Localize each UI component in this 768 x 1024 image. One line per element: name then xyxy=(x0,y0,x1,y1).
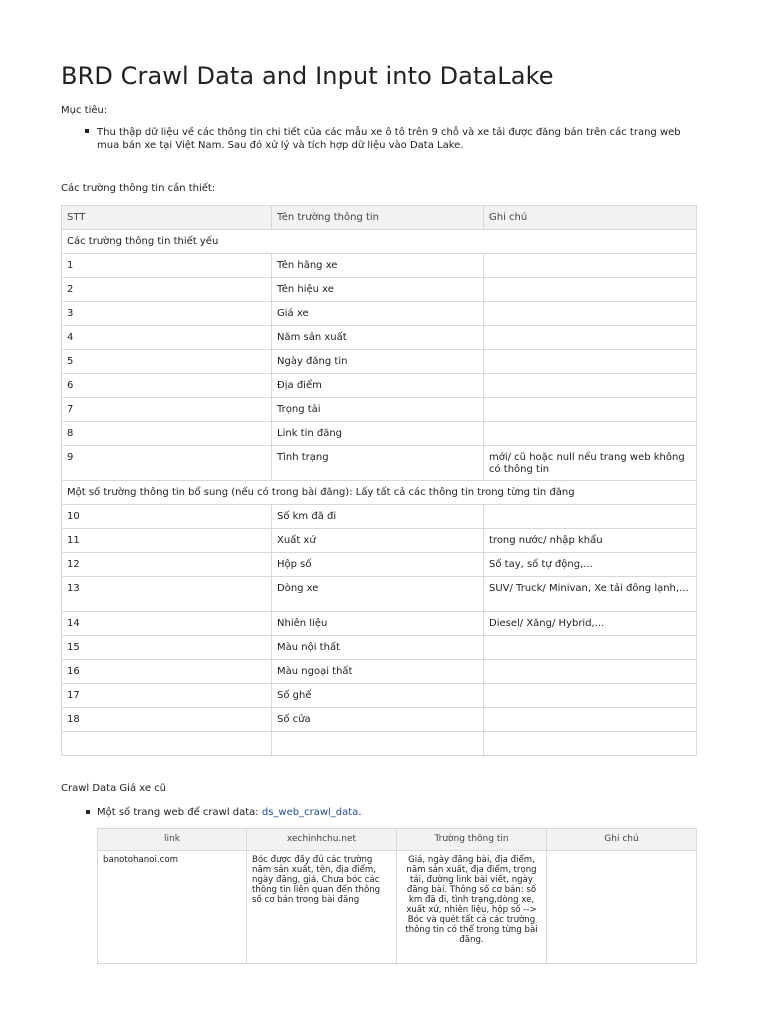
table-row xyxy=(62,553,697,577)
table-row xyxy=(62,660,697,684)
cell-stt: 5 xyxy=(62,350,272,374)
page-title: BRD Crawl Data and Input into DataLake xyxy=(61,62,554,90)
cell-stt: 12 xyxy=(62,553,272,577)
cell-field-name: Dòng xe xyxy=(272,577,484,612)
cell-note xyxy=(484,254,697,278)
cell-note xyxy=(547,851,697,964)
cell-fields: Giá, ngày đăng bài, địa điểm, năm sản xuất, địa điểm, trọng tải, đường link bài viết, ngày đăng bài. Thông số cơ bản: số km đã đi, tình trạng,dòng xe, xuất xứ, nhiên liệu, hộp số --> Bóc và quét tất cả các trường thông tin có thể trong từng bài đăng. xyxy=(397,851,547,964)
cell-note xyxy=(484,374,697,398)
crawl-label: Crawl Data Giá xe cũ xyxy=(61,783,167,794)
cell-note xyxy=(484,708,697,732)
cell-stt: 17 xyxy=(62,684,272,708)
table-row xyxy=(62,350,697,374)
crawl-sites-table xyxy=(97,828,697,964)
cell-stt: 4 xyxy=(62,326,272,350)
table-row xyxy=(62,326,697,350)
table-row xyxy=(98,851,697,964)
section-essential-label: Các trường thông tin thiết yếu xyxy=(62,230,697,254)
section-extra-label: Một số trường thông tin bổ sung (nếu có trong bài đăng): Lấy tất cả các thông tin trong từng tin đăng xyxy=(62,481,697,505)
cell-empty xyxy=(62,732,272,756)
table-header-row xyxy=(98,829,697,851)
table-row xyxy=(62,422,697,446)
objective-label: Mục tiêu: xyxy=(61,105,108,116)
cell-field-name: Địa điểm xyxy=(272,374,484,398)
table-row xyxy=(62,708,697,732)
header-fields: Trường thông tin xyxy=(397,829,547,851)
cell-note xyxy=(484,350,697,374)
cell-status: Bóc được đầy đủ các trường năm sản xuất, tên, địa điểm, ngày đăng, giá. Chưa bóc các thông tin liên quan đến thông số cơ bản trong bài đăng xyxy=(247,851,397,964)
table-row xyxy=(62,374,697,398)
cell-field-name: Link tin đăng xyxy=(272,422,484,446)
cell-note xyxy=(484,302,697,326)
objective-bullet: Thu thập dữ liệu về các thông tin chi tiết của các mẫu xe ô tô trên 9 chỗ và xe tải được đăng bán trên các trang web mua bán xe tại Việt Nam. Sau đó xử lý và tích hợp dữ liệu vào Data Lake. xyxy=(97,127,681,151)
cell-field-name: Tên hãng xe xyxy=(272,254,484,278)
cell-stt: 2 xyxy=(62,278,272,302)
cell-field-name: Nhiên liệu xyxy=(272,612,484,636)
table-row-empty xyxy=(62,732,697,756)
cell-note: mới/ cũ hoặc null nếu trang web không có thông tin xyxy=(484,446,697,481)
cell-note xyxy=(484,660,697,684)
table-row xyxy=(62,612,697,636)
crawl-bullet-suffix: . xyxy=(358,807,362,818)
cell-empty xyxy=(272,732,484,756)
cell-note xyxy=(484,398,697,422)
cell-stt: 16 xyxy=(62,660,272,684)
header-stt: STT xyxy=(62,206,272,230)
table-row xyxy=(62,636,697,660)
header-link: link xyxy=(98,829,247,851)
cell-stt: 7 xyxy=(62,398,272,422)
cell-field-name: Số km đã đi xyxy=(272,505,484,529)
cell-field-name: Ngày đăng tin xyxy=(272,350,484,374)
table-row xyxy=(62,577,697,612)
fields-table xyxy=(61,205,697,756)
cell-stt: 13 xyxy=(62,577,272,612)
table-header-row xyxy=(62,206,697,230)
cell-note xyxy=(484,326,697,350)
cell-field-name: Số ghế xyxy=(272,684,484,708)
cell-field-name: Tên hiệu xe xyxy=(272,278,484,302)
cell-note: SUV/ Truck/ Minivan, Xe tải đông lạnh,... xyxy=(484,577,697,612)
cell-note: Số tay, số tự động,... xyxy=(484,553,697,577)
cell-site-link[interactable]: banotohanoi.com xyxy=(98,851,247,964)
table-row xyxy=(62,505,697,529)
cell-stt: 10 xyxy=(62,505,272,529)
table-row xyxy=(62,684,697,708)
fields-label: Các trường thông tin cần thiết: xyxy=(61,183,216,194)
cell-field-name: Giá xe xyxy=(272,302,484,326)
cell-note xyxy=(484,422,697,446)
cell-note: trong nước/ nhập khẩu xyxy=(484,529,697,553)
section-row-extra xyxy=(62,481,697,505)
cell-stt: 18 xyxy=(62,708,272,732)
cell-note xyxy=(484,278,697,302)
cell-stt: 6 xyxy=(62,374,272,398)
header-site-link[interactable]: xechinhchu.net xyxy=(247,829,397,851)
cell-stt: 9 xyxy=(62,446,272,481)
table-row xyxy=(62,278,697,302)
cell-note xyxy=(484,636,697,660)
cell-field-name: Tình trạng xyxy=(272,446,484,481)
cell-stt: 3 xyxy=(62,302,272,326)
cell-stt: 11 xyxy=(62,529,272,553)
cell-field-name: Xuất xứ xyxy=(272,529,484,553)
header-note: Ghi chú xyxy=(484,206,697,230)
cell-field-name: Màu nội thất xyxy=(272,636,484,660)
cell-note xyxy=(484,505,697,529)
crawl-data-link[interactable]: ds_web_crawl_data xyxy=(261,807,359,818)
cell-field-name: Màu ngoại thất xyxy=(272,660,484,684)
table-row xyxy=(62,446,697,481)
table-row xyxy=(62,398,697,422)
cell-note xyxy=(484,684,697,708)
bullet-icon xyxy=(85,129,89,133)
cell-note: Diesel/ Xăng/ Hybrid,... xyxy=(484,612,697,636)
cell-field-name: Năm sản xuất xyxy=(272,326,484,350)
section-row-essential xyxy=(62,230,697,254)
table-row xyxy=(62,254,697,278)
cell-stt: 14 xyxy=(62,612,272,636)
header-note: Ghi chú xyxy=(547,829,697,851)
crawl-bullet xyxy=(97,806,362,819)
cell-empty xyxy=(484,732,697,756)
cell-stt: 15 xyxy=(62,636,272,660)
bullet-icon xyxy=(86,810,90,814)
crawl-bullet-prefix: Một số trang web để crawl data: xyxy=(97,807,262,818)
cell-field-name: Trọng tải xyxy=(272,398,484,422)
cell-field-name: Hộp số xyxy=(272,553,484,577)
cell-stt: 8 xyxy=(62,422,272,446)
header-field-name: Tên trường thông tin xyxy=(272,206,484,230)
cell-field-name: Số cửa xyxy=(272,708,484,732)
table-row xyxy=(62,529,697,553)
table-row xyxy=(62,302,697,326)
cell-stt: 1 xyxy=(62,254,272,278)
